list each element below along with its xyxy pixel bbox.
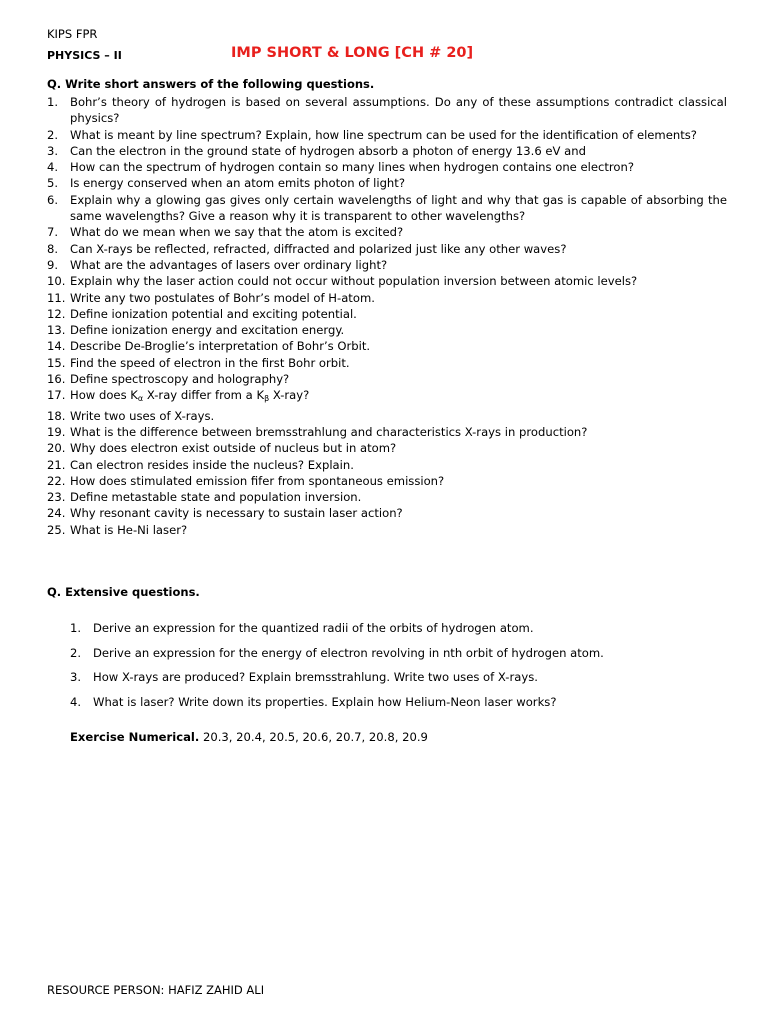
question-number: 6. xyxy=(47,192,59,207)
question-number: 20. xyxy=(47,441,66,456)
question-text xyxy=(70,387,727,407)
question-number: 21. xyxy=(47,457,66,472)
question-text: What is meant by line spectrum? Explain, how line spectrum can be used for the identification of elements? xyxy=(70,127,697,142)
question-text: Define ionization energy and excitation energy. xyxy=(70,323,345,338)
question-number: 1. xyxy=(70,621,82,635)
question-text: Describe De-Broglie’s interpretation of Bohr’s Orbit. xyxy=(70,339,371,354)
short-question-item xyxy=(47,440,727,456)
exercise-numerical-values: 20.3, 20.4, 20.5, 20.6, 20.7, 20.8, 20.9 xyxy=(199,730,428,744)
question-text: Derive an expression for the energy of electron revolving in nth orbit of hydrogen atom. xyxy=(93,645,604,660)
short-question-item xyxy=(47,505,727,521)
question-number: 19. xyxy=(47,424,66,439)
question-text-part: How does K xyxy=(70,388,138,403)
short-question-item xyxy=(47,159,727,175)
short-question-item xyxy=(47,257,727,273)
question-text: Find the speed of electron in the first Bohr orbit. xyxy=(70,355,350,370)
question-text: Write any two postulates of Bohr’s model of H-atom. xyxy=(70,290,375,305)
question-text: Explain why a glowing gas gives only certain wavelengths of light and why that gas is capable of absorbing the same wavelengths? Give a reason why it is transparent to other wavelengths? xyxy=(70,192,727,224)
question-text: Explain why the laser action could not occur without population inversion between atomic levels? xyxy=(70,274,638,289)
question-text-part: X-ray differ from a K xyxy=(143,388,265,403)
resource-person-footer: RESOURCE PERSON: HAFIZ ZAHID ALI xyxy=(47,983,265,997)
subject-label: PHYSICS – II xyxy=(47,49,122,62)
exercise-numerical-label: Exercise Numerical. xyxy=(70,730,200,744)
question-text: What is laser? Write down its properties. Explain how Helium-Neon laser works? xyxy=(93,694,557,709)
question-number: 14. xyxy=(47,339,66,354)
short-questions-heading: Q. Write short answers of the following questions. xyxy=(47,77,375,91)
question-text-part: X-ray? xyxy=(269,388,310,403)
short-question-item xyxy=(47,127,727,143)
short-question-item xyxy=(47,94,727,127)
extensive-question-item xyxy=(70,670,730,695)
short-question-item xyxy=(47,143,727,159)
question-number: 22. xyxy=(47,473,66,488)
short-question-item xyxy=(47,306,727,322)
short-question-item xyxy=(47,408,727,424)
question-text: How X-rays are produced? Explain bremsstrahlung. Write two uses of X-rays. xyxy=(93,670,538,684)
question-number: 17. xyxy=(47,388,66,403)
short-question-item xyxy=(47,290,727,306)
question-number: 3. xyxy=(70,670,82,684)
question-number: 11. xyxy=(47,290,66,305)
question-text: Is energy conserved when an atom emits photon of light? xyxy=(70,176,405,191)
short-question-item xyxy=(47,224,727,240)
question-number: 10. xyxy=(47,274,66,289)
question-text: Can the electron in the ground state of hydrogen absorb a photon of energy 13.6 eV and xyxy=(70,143,586,158)
short-question-item xyxy=(47,473,727,489)
question-text: How does stimulated emission fifer from spontaneous emission? xyxy=(70,473,445,488)
question-text: Define ionization potential and exciting potential. xyxy=(70,306,357,321)
question-text: What is He-Ni laser? xyxy=(70,522,188,537)
question-number: 9. xyxy=(47,257,59,272)
question-number: 12. xyxy=(47,306,66,321)
question-number: 5. xyxy=(47,176,59,191)
short-question-item xyxy=(47,241,727,257)
question-number: 4. xyxy=(70,694,82,709)
question-number: 3. xyxy=(47,143,59,158)
short-question-item xyxy=(47,424,727,440)
extensive-questions-heading: Q. Extensive questions. xyxy=(47,585,200,599)
short-question-item xyxy=(47,371,727,387)
question-number: 8. xyxy=(47,241,59,256)
question-text: What is the difference between bremsstrahlung and characteristics X-rays in production? xyxy=(70,424,588,439)
short-question-item xyxy=(47,387,727,407)
extensive-question-item xyxy=(70,621,730,646)
question-number: 23. xyxy=(47,490,66,505)
question-number: 18. xyxy=(47,408,66,423)
extensive-questions-list xyxy=(70,621,730,719)
k-beta-subscript: β xyxy=(264,394,270,404)
extensive-question-item xyxy=(70,646,730,671)
question-number: 13. xyxy=(47,323,66,338)
question-text: Bohr’s theory of hydrogen is based on several assumptions. Do any of these assumptions contradict classical physics? xyxy=(70,95,727,126)
question-number: 24. xyxy=(47,506,66,521)
question-text: How can the spectrum of hydrogen contain so many lines when hydrogen contains one electron? xyxy=(70,160,635,175)
question-text: Can electron resides inside the nucleus? Explain. xyxy=(70,457,354,472)
question-number: 15. xyxy=(47,355,66,370)
question-number: 2. xyxy=(47,127,59,142)
document-title: IMP SHORT & LONG [CH # 20] xyxy=(231,45,474,61)
question-text: Define metastable state and population inversion. xyxy=(70,490,362,505)
short-question-item xyxy=(47,273,727,289)
short-question-item xyxy=(47,192,727,225)
question-number: 7. xyxy=(47,225,59,240)
short-question-item xyxy=(47,489,727,505)
question-text: Derive an expression for the quantized radii of the orbits of hydrogen atom. xyxy=(93,621,534,635)
short-question-item xyxy=(47,522,727,538)
short-questions-list xyxy=(47,94,727,538)
question-text: Why does electron exist outside of nucleus but in atom? xyxy=(70,441,397,456)
short-question-item xyxy=(47,457,727,473)
question-text: Why resonant cavity is necessary to sustain laser action? xyxy=(70,506,403,521)
question-number: 2. xyxy=(70,645,82,660)
question-number: 25. xyxy=(47,522,66,537)
question-text: What are the advantages of lasers over ordinary light? xyxy=(70,257,388,272)
question-text: Define spectroscopy and holography? xyxy=(70,372,290,387)
k-alpha-subscript: α xyxy=(137,394,144,404)
question-text: Can X-rays be reflected, refracted, diffracted and polarized just like any other waves? xyxy=(70,241,567,256)
short-question-item xyxy=(47,355,727,371)
exercise-numerical xyxy=(70,730,428,744)
question-text: What do we mean when we say that the atom is excited? xyxy=(70,225,404,240)
question-text: Write two uses of X-rays. xyxy=(70,408,215,423)
question-number: 4. xyxy=(47,160,59,175)
question-number: 1. xyxy=(47,95,59,109)
extensive-question-item xyxy=(70,695,730,720)
question-number: 16. xyxy=(47,372,66,387)
short-question-item xyxy=(47,338,727,354)
organization-label: KIPS FPR xyxy=(47,27,98,41)
short-question-item xyxy=(47,322,727,338)
short-question-item xyxy=(47,175,727,191)
